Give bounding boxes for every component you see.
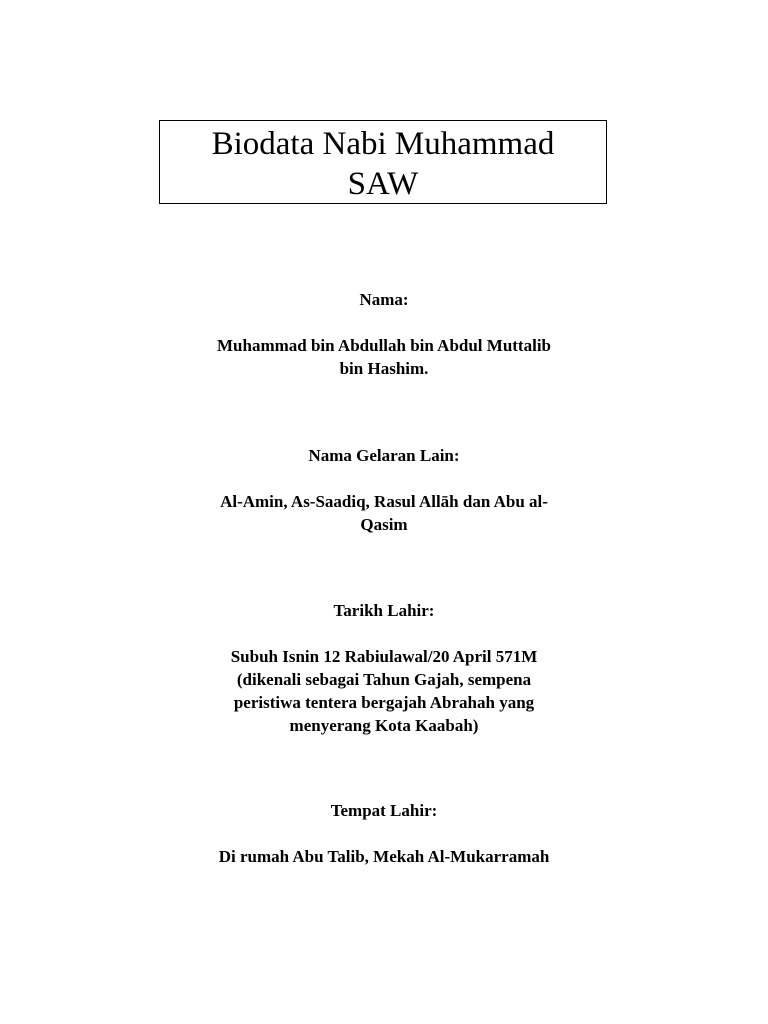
page-title-line-2: SAW bbox=[347, 166, 419, 202]
section-value-line: Qasim bbox=[360, 515, 408, 534]
section-value-line: (dikenali sebagai Tahun Gajah, sempena bbox=[236, 670, 532, 689]
section-label: Nama: bbox=[359, 290, 409, 309]
section-value-line: Muhammad bin Abdullah bin Abdul Muttalib bbox=[217, 336, 551, 355]
section-label: Nama Gelaran Lain: bbox=[308, 446, 460, 465]
section-label: Tarikh Lahir: bbox=[333, 601, 435, 620]
page-title-line-1: Biodata Nabi Muhammad bbox=[211, 126, 555, 162]
title-box bbox=[159, 120, 607, 204]
section-value-line: Al-Amin, As-Saadiq, Rasul Allāh dan Abu al- bbox=[220, 492, 548, 511]
section-value-line: Subuh Isnin 12 Rabiulawal/20 April 571M bbox=[230, 647, 538, 666]
section-tarikh-lahir bbox=[170, 599, 598, 737]
section-nama bbox=[170, 288, 598, 380]
section-label: Tempat Lahir: bbox=[330, 801, 438, 820]
section-tempat-lahir bbox=[170, 799, 598, 868]
section-value-line: peristiwa tentera bergajah Abrahah yang bbox=[233, 693, 535, 712]
section-value-line: Di rumah Abu Talib, Mekah Al-Mukarramah bbox=[218, 847, 550, 866]
section-nama-gelaran bbox=[170, 444, 598, 536]
section-value-line: bin Hashim. bbox=[339, 359, 429, 378]
section-value-line: menyerang Kota Kaabah) bbox=[289, 716, 479, 735]
